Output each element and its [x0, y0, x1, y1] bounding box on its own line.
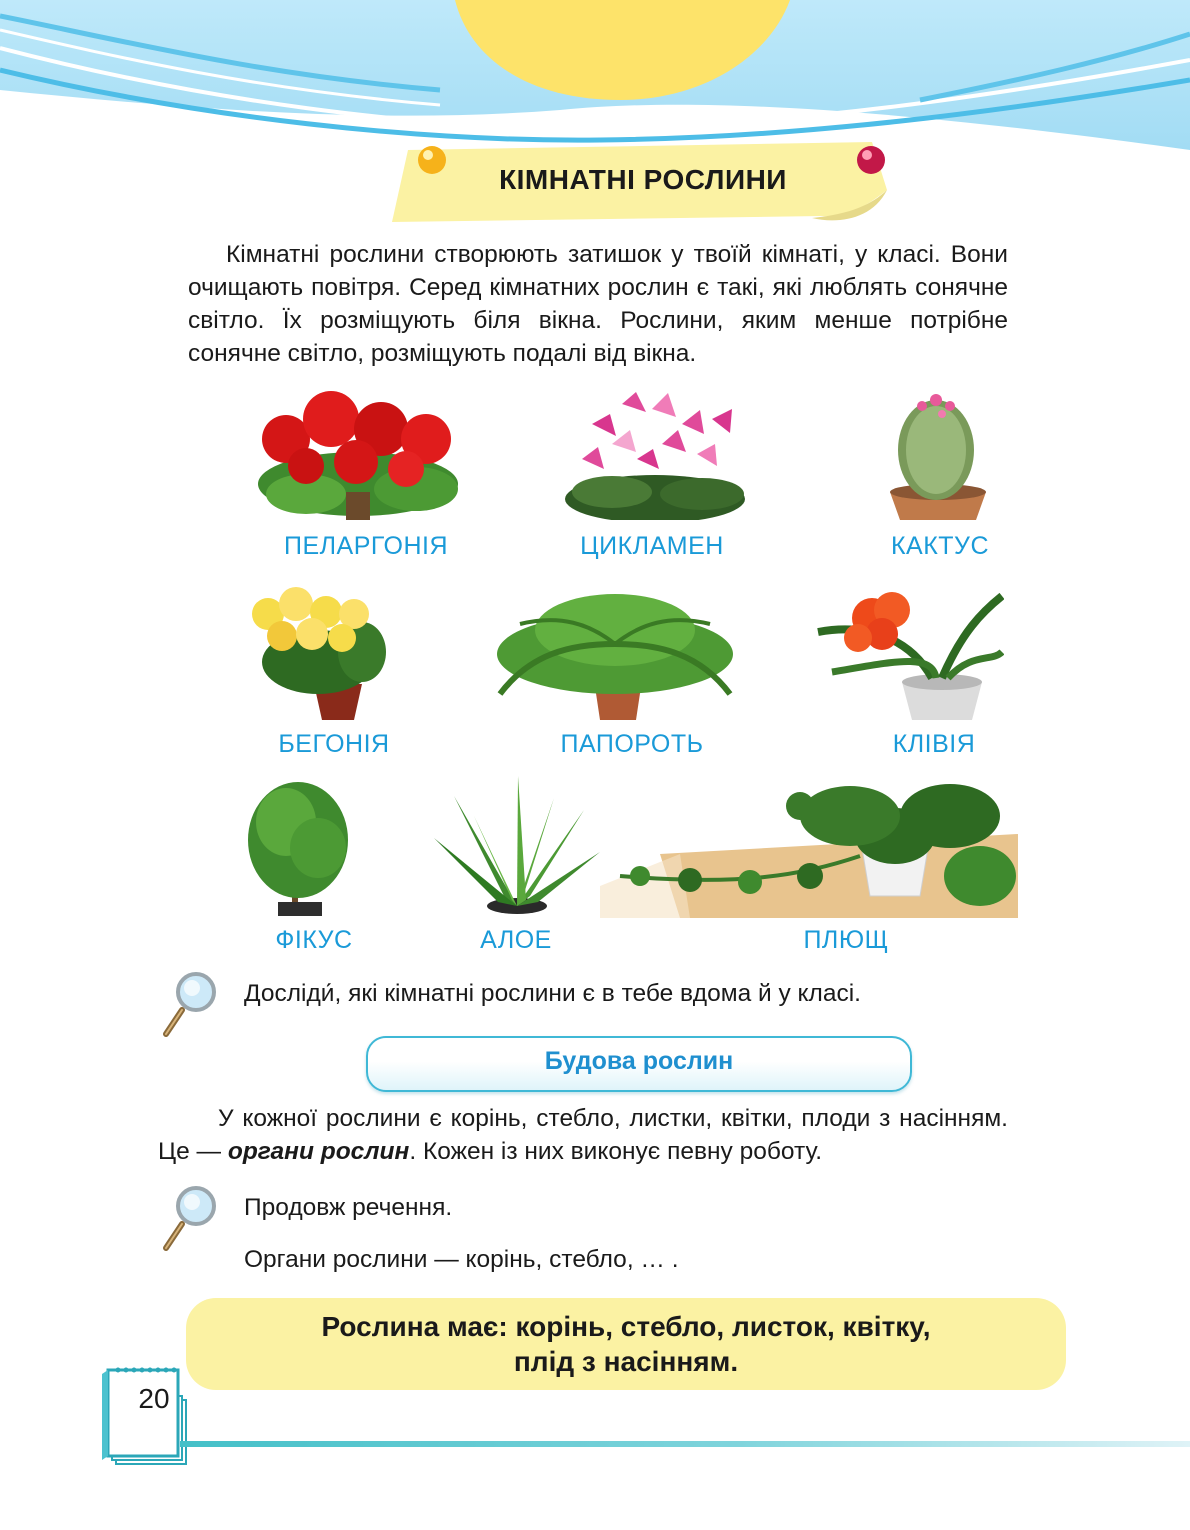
plant-label-aloe: АЛОЕ [480, 926, 552, 954]
cactus-photo [882, 384, 994, 520]
structure-text-before: У кожної рослини є корінь, стебло, листки, квітки, плоди з насінням. Це — [158, 1105, 1008, 1165]
footer-rule [180, 1441, 1190, 1447]
page-number: 20 [138, 1383, 170, 1414]
summary-line-2: плід з насінням. [513, 1346, 739, 1377]
structure-paragraph [158, 1102, 1008, 1168]
research-task: Досліди́, які кімнатні рослини є в тебе вдома й у класі. [244, 980, 861, 1007]
aloe-photo [434, 776, 600, 918]
plant-label-ivy: ПЛЮЩ [803, 926, 889, 954]
header-sky-banner [0, 0, 1190, 160]
organs-emphasis: органи рослин [227, 1138, 410, 1165]
plant-label-clivia: КЛІВІЯ [892, 730, 976, 758]
page-title: КІМНАТНІ РОСЛИНИ [499, 164, 787, 195]
section-title: Будова рослин [544, 1047, 734, 1075]
begonia-photo [238, 584, 388, 720]
plant-label-cyclamen: ЦИКЛАМЕН [580, 532, 724, 560]
structure-text-after: . Кожен із них виконує певну роботу. [409, 1138, 823, 1165]
plant-label-cactus: КАКТУС [890, 532, 989, 560]
intro-paragraph: Кімнатні рослини створюють затишок у твоїй кімнаті, у класі. Вони очищають повітря. Серед кімнатних рослин є такі, які люблять сонячне світло. Їх розміщують біля вікна. Рослини, яким менше потрібне сонячне світло, розміщують подалі від вікна. [188, 241, 1008, 367]
plant-label-begonia: БЕГОНІЯ [278, 730, 390, 758]
summary-text [186, 1309, 1066, 1381]
pelargonium-photo [246, 384, 468, 520]
clivia-photo [812, 582, 1004, 722]
summary-line-1: Рослина має: корінь, стебло, листок, квітку, [321, 1311, 931, 1342]
plant-label-ficus: ФІКУС [275, 926, 353, 954]
ivy-photo [600, 776, 1018, 918]
fern-photo [490, 584, 740, 720]
ficus-photo [238, 778, 362, 916]
continue-sentence-task: Продовж речення. [244, 1194, 453, 1221]
cyclamen-photo [552, 384, 758, 520]
sentence-to-continue: Органи рослини — корінь, стебло, … . [244, 1246, 679, 1273]
plant-label-pelargonium: ПЕЛАРГОНІЯ [283, 532, 449, 560]
plant-label-fern: ПАПОРОТЬ [560, 730, 704, 758]
magnifier-icon [160, 970, 220, 1040]
magnifier-icon [160, 1184, 220, 1254]
